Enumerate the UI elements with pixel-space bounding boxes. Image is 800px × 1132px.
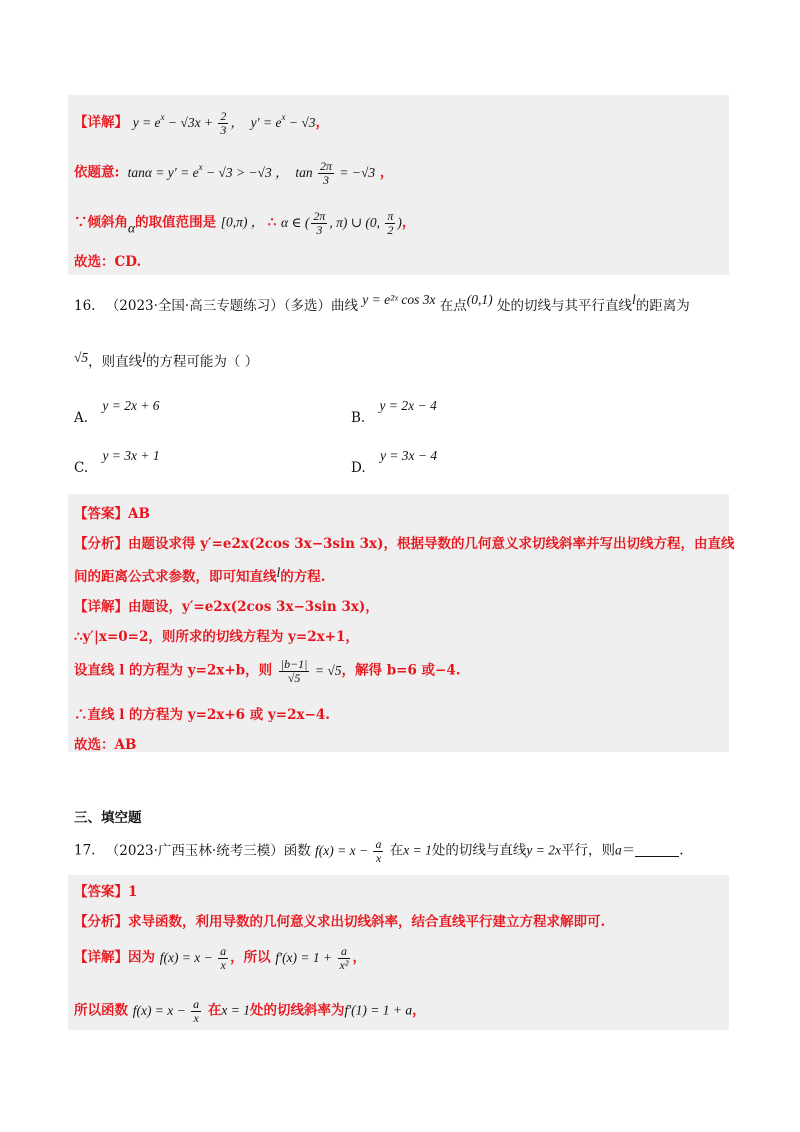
detail-label: 【详解】 <box>74 114 128 131</box>
detail-17-line1 <box>74 945 366 972</box>
question-source: （2023·全国·高三专题练习）（多选）曲线 <box>105 298 358 314</box>
q17-at: x = 1 <box>403 842 432 858</box>
last-text-d: ， <box>412 1002 426 1019</box>
text3: 的距离为 <box>635 298 690 314</box>
answer-cd: 故选：CD. <box>74 254 142 270</box>
q17-source: （2023·广西玉林·统考三模）函数 <box>105 842 311 859</box>
option-b[interactable] <box>351 398 437 426</box>
q17-a: a <box>614 842 622 858</box>
analysis-16-text-b: 的方程. <box>280 569 326 585</box>
q17-text4: ＝ <box>621 842 636 859</box>
detail-17-deriv: f′(x) = 1 + $\frac{a}{\text{x²}}$ <box>275 944 349 972</box>
option-c-eq: y = 3x + 1 <box>102 448 160 463</box>
option-d[interactable] <box>351 448 437 476</box>
question-16-line1 <box>74 292 690 314</box>
option-a-label: A. <box>74 410 89 426</box>
text2: 处的切线与其平行直线 <box>496 298 632 314</box>
question-number: 16. <box>74 298 96 314</box>
detail-17-func: f(x) = x − $\frac{a}{x}$ <box>159 944 227 972</box>
text4: ，则直线 <box>88 354 143 370</box>
detail-17-text-a: 【详解】因为 <box>74 949 155 966</box>
option-d-eq: y = 3x − 4 <box>379 448 438 463</box>
detail-16-line3 <box>74 658 460 685</box>
detail-17-text-c: ， <box>352 949 366 966</box>
range-text: 的取值范围是 <box>135 214 217 231</box>
at-point: 在点 <box>439 298 467 314</box>
analysis-16-line2 <box>74 565 325 585</box>
choose-ab: 故选：AB <box>74 737 137 753</box>
q17-end: . <box>679 842 684 859</box>
point: (0,1) <box>466 292 493 307</box>
sqrt5: √5 <box>74 350 89 365</box>
analysis-16-line1: 【分析】由题设求得 y′=e2x(2cos 3x−3sin 3x)，根据导数的几何意义求切线斜率并写出切线方程，由直线 <box>74 536 735 552</box>
yiti-line: 依题意: $\tan\alpha = y' = e^x - √3 > -√3$ ， tan $\frac{2\pi}{3}$ = −√3 ， <box>74 159 394 187</box>
curve-formula: y = e²ˣ cos 3x <box>362 292 436 307</box>
question-16-line2 <box>74 350 258 370</box>
q17-text3: 平行，则 <box>560 842 615 859</box>
detail-16-line1: 【详解】由题设，y′=e2x(2cos 3x−3sin 3x)， <box>74 599 379 615</box>
last-slope: f′(1) = 1 + a <box>344 1002 413 1018</box>
detail-16-line4: ∴直线 l 的方程为 y=2x+6 或 y=2x−4. <box>74 707 330 723</box>
answer-blank[interactable] <box>635 844 679 857</box>
detail-17-text-b: ，所以 <box>230 949 271 966</box>
q17-number: 17. <box>74 842 96 859</box>
option-b-eq: y = 2x − 4 <box>379 398 437 413</box>
section-title: 三、填空题 <box>74 810 142 826</box>
range-line: ∵倾斜角α的取值范围是 [0,π) ， ∴ α ∈ ( $\frac{2\pi}{3}$ , π) ∪ (0, $\frac{\pi}{2}$ )， <box>74 209 416 237</box>
detail-16-text-b: ，解得 b=6 或−4. <box>341 662 461 679</box>
line-l-2: l <box>142 350 146 365</box>
detail-17-line2 <box>74 998 426 1025</box>
option-a[interactable] <box>74 398 160 426</box>
range-label: ∵倾斜角 <box>74 214 128 231</box>
answer-ab: 【答案】AB <box>74 506 150 522</box>
last-func: f(x) = x − $\frac{a}{x}$ <box>132 997 200 1025</box>
analysis-16-text-a: 间的距离公式求参数，即可知直线 <box>74 569 277 585</box>
option-c-label: C. <box>74 460 89 476</box>
alpha-symbol: α <box>128 220 136 236</box>
alpha-set: α ∈ ( $\frac{2\pi}{3}$ , π) ∪ (0, $\frac{\pi}{2}$ ) <box>280 209 402 237</box>
answer-1: 【答案】1 <box>74 884 138 900</box>
last-at: x = 1 <box>221 1002 250 1018</box>
option-b-label: B. <box>351 410 366 426</box>
text5: 的方程可能为（ ） <box>145 354 259 370</box>
detail-formula: $y = e^x - √3x$ + $\frac{2}{3}$ ， $y' = e^x - √3$ <box>132 109 316 137</box>
last-text-b: 在 <box>207 1002 222 1019</box>
yiti-formula: $\tan\alpha = y' = e^x - √3 > -√3$ ， tan $\frac{2\pi}{3}$ = −√3 <box>124 159 376 187</box>
line-l: l <box>631 292 636 307</box>
range-formula: [0,π) ， <box>220 214 268 230</box>
option-a-eq: y = 2x + 6 <box>102 398 160 413</box>
last-text-c: 处的切线斜率为 <box>249 1002 345 1019</box>
last-text-a: 所以函数 <box>74 1002 128 1019</box>
option-d-label: D. <box>351 460 366 476</box>
detail-line-15: 【详解】 $y = e^x - √3x$ + $\frac{2}{3}$ ， $y' = e^x - √3$， <box>74 109 329 137</box>
yiti-label: 依题意: <box>74 164 120 181</box>
q17-text2: 处的切线与直线 <box>431 842 527 859</box>
detail-16-text-a: 设直线 l 的方程为 y=2x+b，则 <box>74 662 273 679</box>
distance-formula: $\frac{|b-1|}{√5}$ = √5 <box>280 657 342 685</box>
detail-16-line2: ∴y′|x=0=2，则所求的切线方程为 y=2x+1， <box>74 629 359 645</box>
question-17 <box>74 838 684 865</box>
q17-line: y = 2x <box>526 842 561 858</box>
q17-func: f(x) = x − $\frac{a}{x}$ <box>315 837 382 865</box>
q17-text1: 在 <box>389 842 404 859</box>
line-l-3: l <box>276 565 281 580</box>
option-c[interactable] <box>74 448 160 476</box>
analysis-17: 【分析】求导函数，利用导数的几何意义求出切线斜率，结合直线平行建立方程求解即可. <box>74 914 606 930</box>
